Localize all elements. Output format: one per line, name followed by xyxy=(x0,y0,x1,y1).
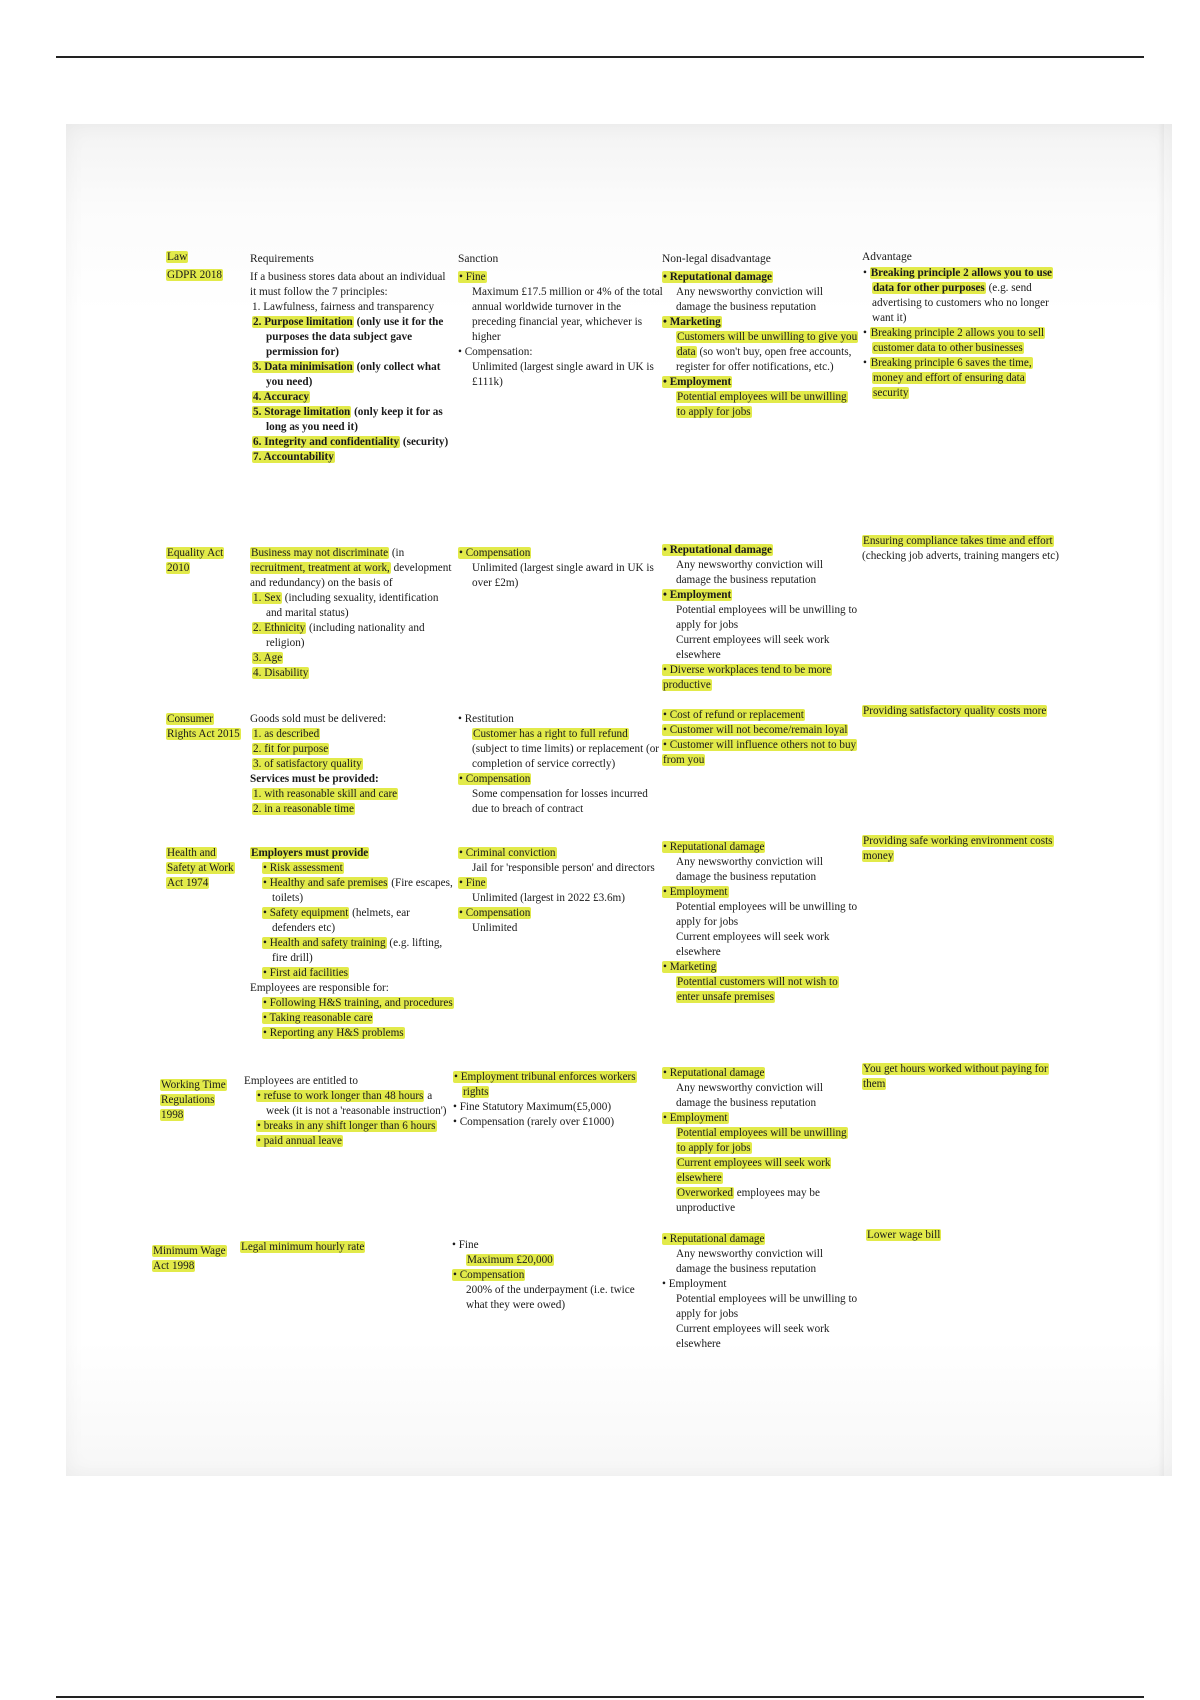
minwage-requirements: Legal minimum hourly rate xyxy=(241,1241,365,1253)
equality-sanction: • Compensation Unlimited (largest single award in UK is over £2m) xyxy=(459,547,654,589)
law-equality: Equality Act 2010 xyxy=(167,547,224,574)
consumer-sanction: • Restitution Customer has a right to full refund (subject to time limits) or replacement (or completion of service correctly) • Compensation Some compensation for losses incurred due to breach of contract xyxy=(458,713,660,815)
health-non-legal: • Reputational damage Any newsworthy conviction will damage the business reputation • Employment Potential employees will be unwilling to apply for jobs Current employees will seek work elsewhere • Marketing Potential customers will not wish to enter unsafe premises xyxy=(663,841,858,1003)
equality-non-legal: • Reputational damage Any newsworthy conviction will damage the business reputation • Employment Potential employees will be unwilling to apply for jobs Current employees will seek work elsewhere • Diverse workplaces tend to be more productive xyxy=(663,544,858,691)
consumer-requirements: Goods sold must be delivered: 1. as described 2. fit for purpose 3. of satisfactory quality Services must be provided: 1. with reasonable skill and care 2. in a reasonable time xyxy=(250,713,398,815)
health-requirements: Employers must provide • Risk assessment • Healthy and safe premises (Fire escapes, toilets) • Safety equipment (helmets, ear defenders etc) • Health and safety training (e.g. lifting, fire drill) • First aid facilities Employees are responsible for: • Following H&S training, and procedures • Taking reasonable care • Reporting any H&S problems xyxy=(250,847,453,1039)
law-health-safety: Health and Safety at Work Act 1974 xyxy=(167,847,234,889)
header-requirements: Requirements xyxy=(250,253,314,265)
law-minimum-wage: Minimum Wage Act 1998 xyxy=(153,1245,226,1272)
law-gdpr: GDPR 2018 xyxy=(167,269,223,281)
law-working-time: Working Time Regulations 1998 xyxy=(161,1079,226,1121)
header-law: Law xyxy=(167,251,188,263)
equality-advantage: Ensuring compliance takes time and effort (checking job adverts, training mangers etc) xyxy=(862,535,1059,562)
header-non-legal: Non-legal disadvantage xyxy=(662,253,771,265)
working-sanction: • Employment tribunal enforces workers rights • Fine Statutory Maximum(£5,000) • Compensation (rarely over £1000) xyxy=(453,1071,636,1128)
header-sanction: Sanction xyxy=(458,253,499,265)
health-sanction: • Criminal conviction Jail for 'responsible person' and directors • Fine Unlimited (largest in 2022 £3.6m) • Compensation Unlimited xyxy=(459,847,655,934)
gdpr-requirements: If a business stores data about an individual it must follow the 7 principles: 1. Lawfulness, fairness and transparency 2. Purpose limitation (only use it for the purposes the data subject gave permission for) 3. Data minimisation (only collect what you need) 4. Accuracy 5. Storage limitation (only keep it for as long as you need it) 6. Integrity and confidentiality (security) 7. Accountability xyxy=(250,271,449,463)
health-advantage: Providing safe working environment costs money xyxy=(863,835,1053,862)
gdpr-advantage: • Breaking principle 2 allows you to use data for other purposes (e.g. send advertising to customers who no longer want it) • Breaking principle 2 allows you to sell customer data to other businesses • Breaking principle 6 saves the time, money and effort of ensuring data security xyxy=(863,267,1053,399)
law-consumer: Consumer Rights Act 2015 xyxy=(167,713,240,740)
working-non-legal: • Reputational damage Any newsworthy conviction will damage the business reputation • Employment Potential employees will be unwilling to apply for jobs Current employees will seek work elsewhere Overworked employees may be unproductive xyxy=(663,1067,847,1214)
working-requirements: Employees are entitled to • refuse to work longer than 48 hours a week (it is not a 'reasonable instruction') • breaks in any shift longer than 6 hours • paid annual leave xyxy=(244,1075,447,1147)
bottom-rule xyxy=(56,1696,1144,1698)
working-advantage: You get hours worked without paying for them xyxy=(863,1063,1048,1090)
top-rule xyxy=(56,56,1144,58)
header-advantage: Advantage xyxy=(862,251,912,263)
equality-requirements: Business may not discriminate (in recruitment, treatment at work, development and redundancy) on the basis of 1. Sex (including sexuality, identification and marital status) 2. Ethnicity (including nationality and religion) 3. Age 4. Disability xyxy=(250,547,452,679)
minwage-sanction: • Fine Maximum £20,000 • Compensation 200% of the underpayment (i.e. twice what they were owed) xyxy=(452,1239,635,1311)
consumer-non-legal: • Cost of refund or replacement • Customer will not become/remain loyal • Customer will influence others not to buy from you xyxy=(663,709,857,766)
minwage-non-legal: • Reputational damage Any newsworthy conviction will damage the business reputation • Employment Potential employees will be unwilling to apply for jobs Current employees will seek work elsewhere xyxy=(662,1233,858,1350)
minwage-advantage: Lower wage bill xyxy=(867,1229,941,1241)
gdpr-non-legal: • Reputational damage Any newsworthy conviction will damage the business reputation • Marketing Customers will be unwilling to give you data (so won't buy, open free accounts, register for offer notifications, etc.) • Employment Potential employees will be unwilling to apply for jobs xyxy=(663,271,858,418)
gdpr-sanction: • Fine Maximum £17.5 million or 4% of the total annual worldwide turnover in the preceding financial year, whichever is higher • Compensation: Unlimited (largest single award in UK is £111k) xyxy=(458,271,663,388)
consumer-advantage: Providing satisfactory quality costs more xyxy=(863,705,1047,717)
